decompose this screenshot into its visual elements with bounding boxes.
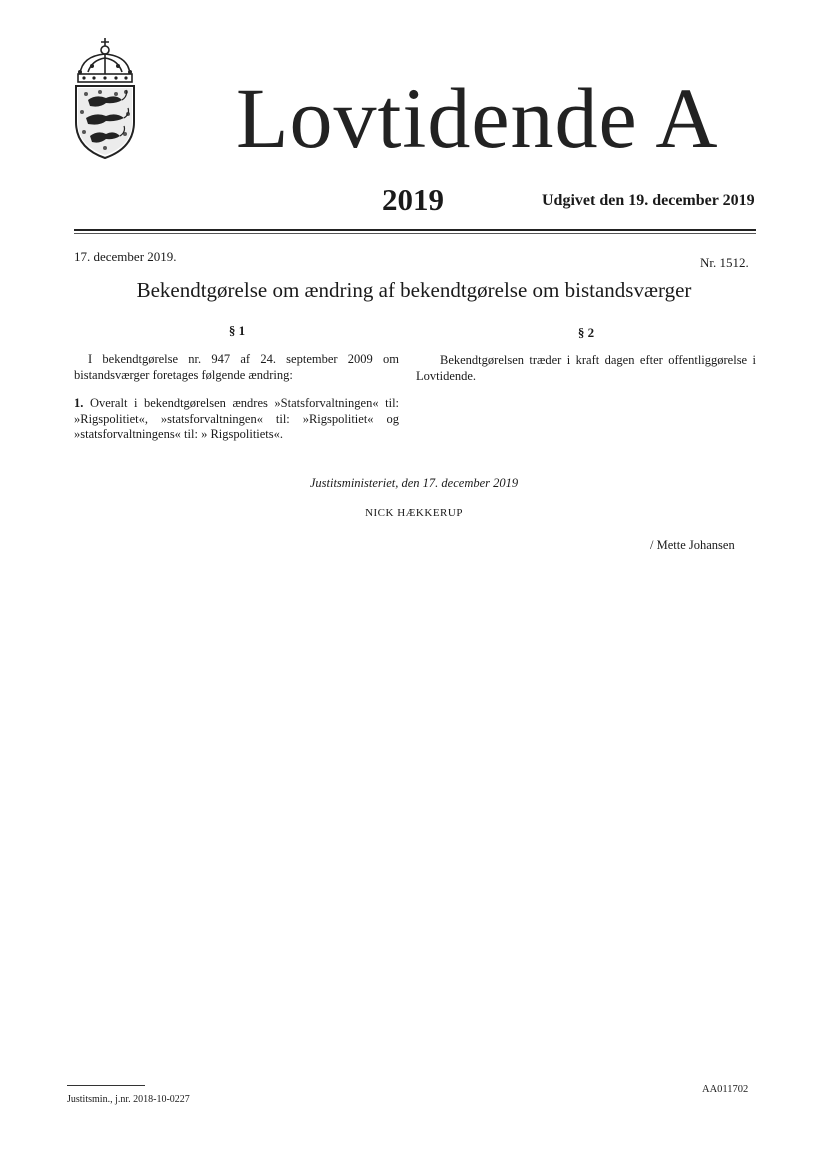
publication-date: Udgivet den 19. december 2019 bbox=[542, 192, 755, 209]
danish-coat-of-arms-icon bbox=[70, 34, 140, 160]
section-1-amendment bbox=[74, 396, 399, 443]
section-1-intro: I bekendtgørelse nr. 947 af 24. september 2009 om bistandsværger foretages følgende ændring: bbox=[74, 352, 399, 382]
minister-name: NICK HÆKKERUP bbox=[365, 507, 463, 519]
section-2-text: Bekendtgørelsen træder i kraft dagen efter offentliggørelse i Lovtidende. bbox=[416, 353, 756, 383]
section-2-heading: § 2 bbox=[577, 325, 595, 340]
amendment-number: 1. bbox=[74, 396, 84, 410]
amendment-text: Overalt i bekendtgørelsen ændres »Statsforvaltningen« til: »Rigspolitiet«, »statsforvaltningen« til: »Rigspolitiet« og »statsforvaltningens« til: » Rigspolitiets«. bbox=[74, 396, 400, 442]
publication-year: 2019 bbox=[382, 182, 444, 217]
document-code: AA011702 bbox=[702, 1084, 749, 1095]
header-rule-thin bbox=[74, 233, 756, 234]
issue-number: Nr. 1512. bbox=[700, 255, 749, 270]
section-1-heading: § 1 bbox=[228, 323, 246, 338]
official-signature: / Mette Johansen bbox=[650, 538, 735, 552]
journal-reference: Justitsmin., j.nr. 2018-10-0227 bbox=[67, 1094, 190, 1105]
document-title: Bekendtgørelse om ændring af bekendtgørelse om bistandsværger bbox=[136, 278, 692, 302]
footnote-rule bbox=[67, 1085, 145, 1086]
masthead-title: Lovtidende A bbox=[236, 70, 719, 166]
header-rule bbox=[74, 229, 756, 231]
signature-place-date: Justitsministeriet, den 17. december 2019 bbox=[309, 476, 519, 490]
issue-date: 17. december 2019. bbox=[74, 249, 177, 264]
